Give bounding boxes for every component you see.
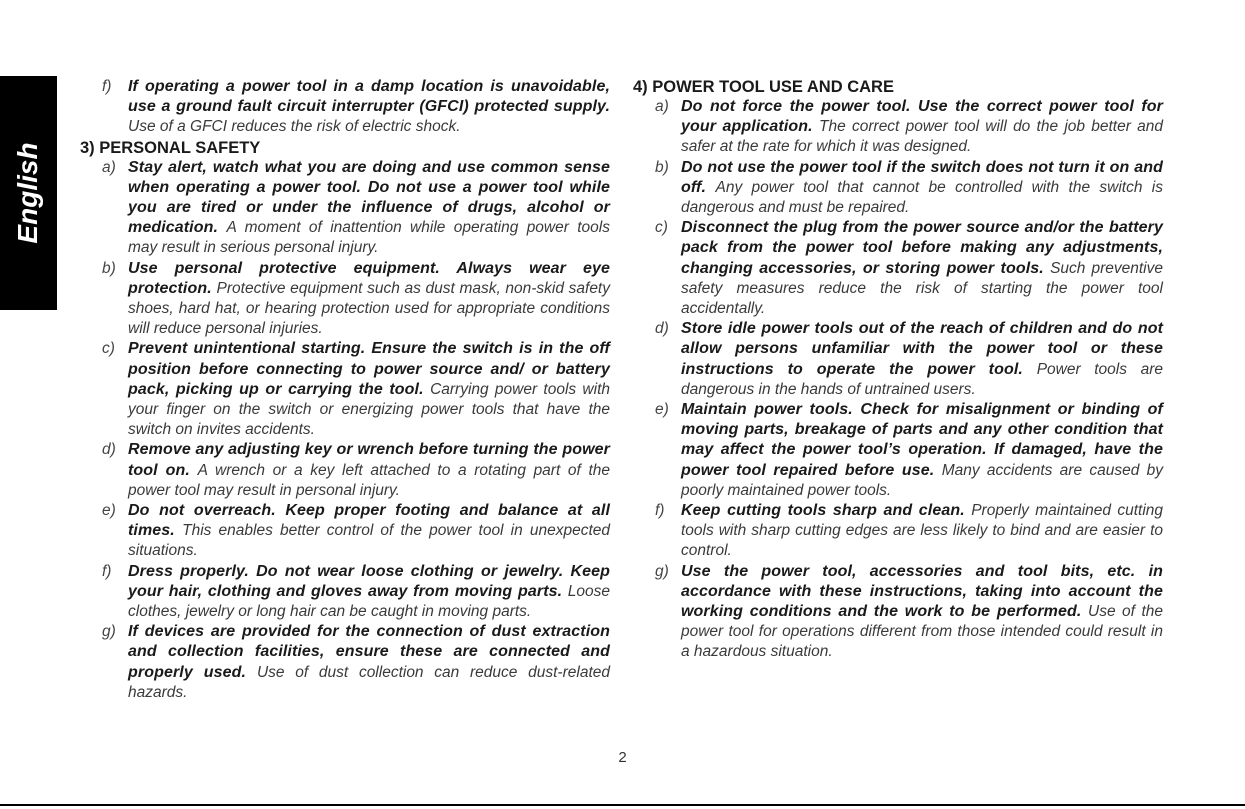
item-explanation: Use of the power tool for operations different from those intended could result in a hazardous situation. [681,603,1163,661]
item-instruction: Use personal protective equipment. Always wear eye protection. [128,259,610,297]
item-explanation: Properly maintained cutting tools with sharp cutting edges are less likely to bind and are easier to control. [681,502,1164,560]
item-explanation: Use of a GFCI reduces the risk of electric shock. [128,118,461,136]
item-explanation: Power tools are dangerous in the hands of untrained users. [681,360,1163,398]
list-item [633,97,1163,158]
item-letter: a) [655,98,669,115]
item-instruction: Store idle power tools out of the reach of children and do not allow persons unfamiliar with the power tool or these instructions to operate the power tool. [681,320,1163,378]
list-item [633,501,1163,562]
item-letter: f) [655,502,665,520]
item-instruction: Prevent unintentional starting. Ensure the switch is in the off position before connecting to power source and/ or battery pack, picking up or carrying the tool. [128,340,610,398]
item-instruction: Maintain power tools. Check for misalignment or binding of moving parts, breakage of parts and any other condition that may affect the power tool’s operation. If damaged, have the power tool repaired before use. [681,401,1163,479]
item-instruction: Dress properly. Do not wear loose clothing or jewelry. Keep your hair, clothing and gloves away from moving parts. [128,562,610,600]
item-instruction: Do not force the power tool. Use the correct power tool for your application. [681,98,1163,136]
section-heading-power-tool-use: 4) POWER TOOL USE AND CARE [633,78,894,96]
personal-safety-list [80,158,610,703]
list-item [80,339,610,440]
list-item [633,319,1163,400]
power-tool-use-list [633,97,1163,663]
item-letter: e) [655,401,669,419]
list-item [80,259,610,340]
item-explanation: A wrench or a key left attached to a rotating part of the power tool may result in personal injury. [128,461,610,499]
item-letter: f) [102,562,112,580]
list-item-gfci [80,77,610,138]
list-item [633,562,1163,663]
item-instruction: If devices are provided for the connection of dust extraction and collection facilities, ensure these are connected and properly used. [128,623,610,681]
item-explanation: Many accidents are caused by poorly maintained power tools. [681,461,1164,499]
item-letter: c) [655,219,668,237]
item-explanation: Use of dust collection can reduce dust-related hazards. [128,663,610,701]
item-instruction: Remove any adjusting key or wrench before turning the power tool on. [128,441,610,479]
list-item [633,218,1163,319]
list-item [80,501,610,562]
item-letter: d) [102,441,116,459]
item-instruction: Stay alert, watch what you are doing and use common sense when operating a power tool. Do not use a power tool while you are tired or under the influence of drugs, alcohol or medication. [128,158,610,237]
item-explanation: This enables better control of the power tool in unexpected situations. [128,522,610,560]
item-explanation: Protective equipment such as dust mask, non-skid safety shoes, hard hat, or hearing protection used for appropriate conditions will reduce personal injuries. [128,279,610,338]
item-explanation: Carrying power tools with your finger on the switch or energizing power tools that have the switch on invites accidents. [128,380,610,439]
item-instruction: Do not use the power tool if the switch does not turn it on and off. [681,158,1163,196]
section-heading-personal-safety: 3) PERSONAL SAFETY [80,138,261,157]
item-instruction: Disconnect the plug from the power source and/or the battery pack from the power tool before making any adjustments, changing accessories, or storing power tools. [681,219,1163,277]
item-explanation: Such preventive safety measures reduce the risk of starting the power tool accidentally. [681,259,1163,318]
item-instruction: If operating a power tool in a damp location is unavoidable, use a ground fault circuit interrupter (GFCI) protected supply. [128,78,610,116]
item-instruction: Keep cutting tools sharp and clean. [681,502,965,520]
language-tab [0,76,57,310]
item-explanation: Any power tool that cannot be controlled with the switch is dangerous and must be repaired. [681,178,1163,217]
right-column [633,77,1163,663]
list-item [80,158,610,259]
list-item [80,562,610,623]
item-letter: f) [102,78,112,95]
item-explanation: Loose clothes, jewelry or long hair can be caught in moving parts. [128,582,610,621]
list-item [633,158,1163,219]
item-letter: e) [102,502,116,520]
item-letter: b) [102,259,116,277]
left-column [80,77,610,703]
list-item [633,400,1163,501]
item-letter: g) [102,623,116,641]
item-instruction: Use the power tool, accessories and tool bits, etc. in accordance with these instructions, taking into account the working conditions and the work to be performed. [681,562,1163,621]
item-explanation: A moment of inattention while operating power tools may result in serious personal injury. [128,219,610,257]
bottom-rule [0,804,1245,806]
list-item [80,440,610,501]
item-letter: c) [102,340,115,358]
language-tab-label: English [12,142,43,244]
item-instruction: Do not overreach. Keep proper footing and balance at all times. [128,502,610,540]
item-letter: d) [655,320,669,338]
item-letter: b) [655,158,669,176]
item-letter: a) [102,158,116,176]
page-number: 2 [618,749,627,766]
item-letter: g) [655,562,669,580]
item-explanation: The correct power tool will do the job better and safer at the rate for which it was designed. [681,118,1163,156]
list-item [80,622,610,703]
